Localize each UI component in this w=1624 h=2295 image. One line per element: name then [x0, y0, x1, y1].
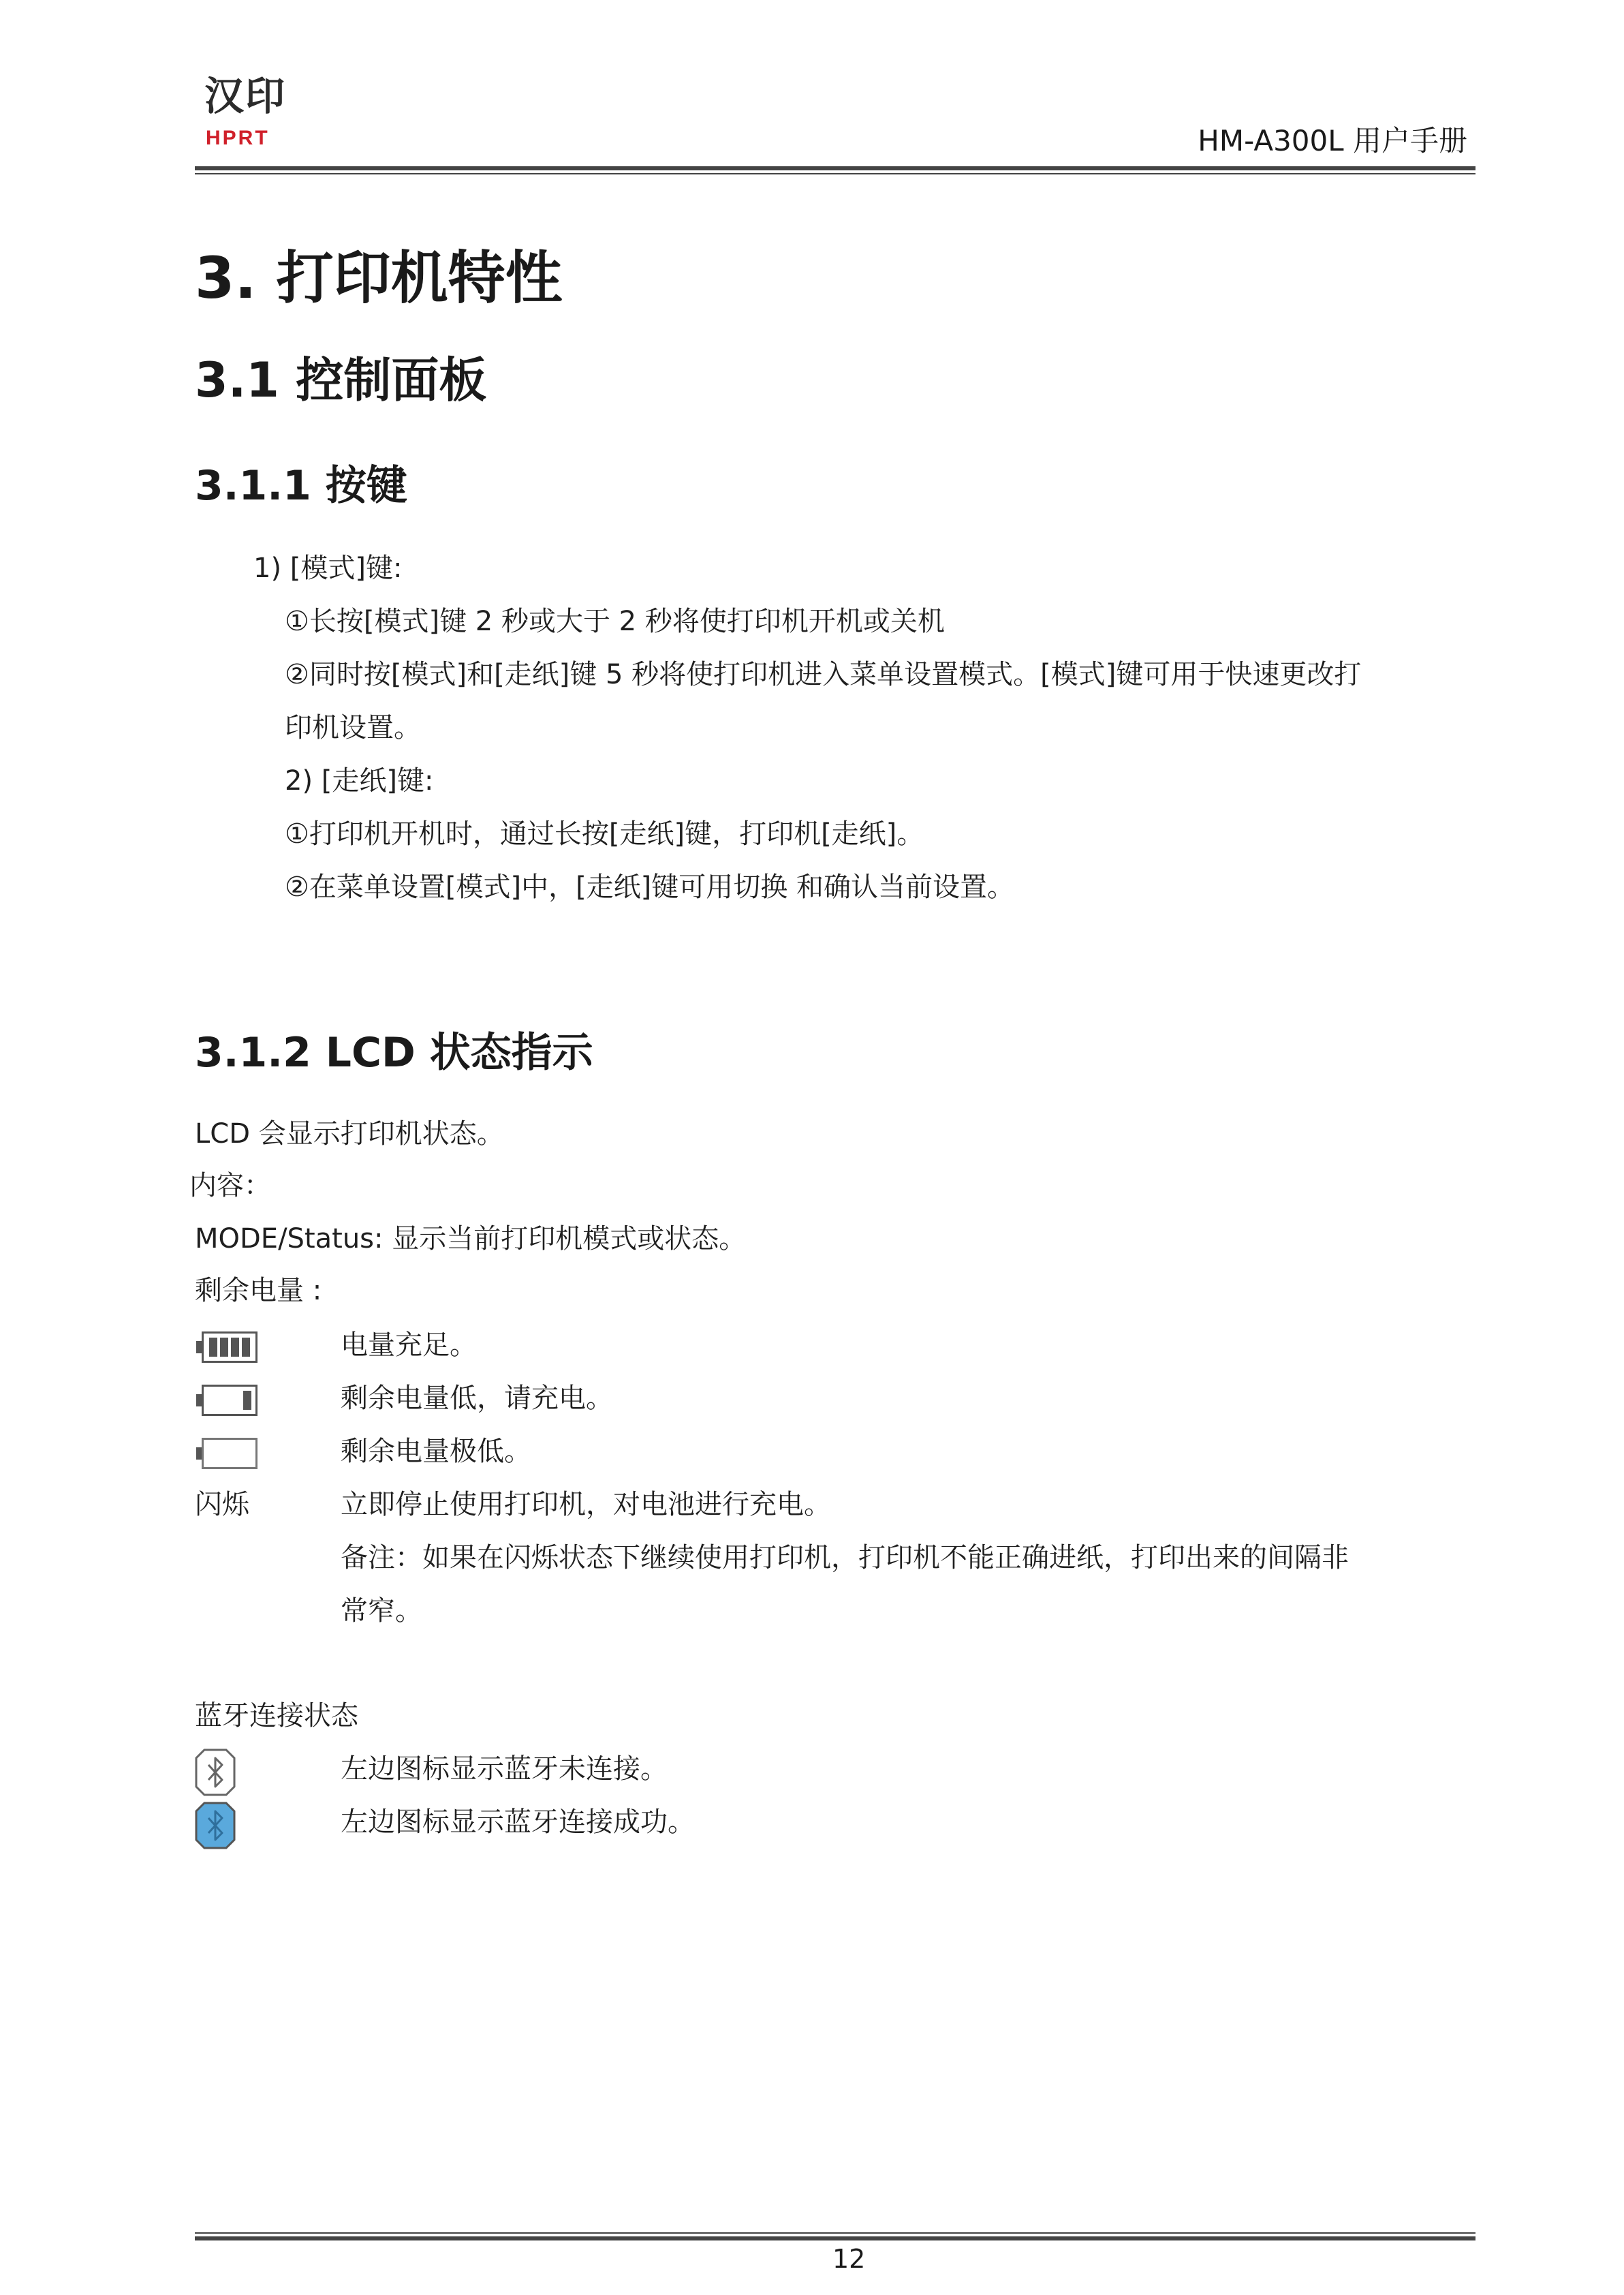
- chapter-heading: 3. 打印机特性: [195, 245, 563, 311]
- battery-full-text: 电量充足。: [341, 1329, 477, 1361]
- header-rule-thin: [195, 173, 1475, 174]
- bluetooth-disconnected-text: 左边图标显示蓝牙未连接。: [341, 1753, 668, 1785]
- mode-key-item-2: ②同时按[模式]和[走纸]键 5 秒将使打印机进入菜单设置模式。[模式]键可用于快速更改打: [285, 659, 1362, 690]
- footer-rule: [195, 2236, 1475, 2240]
- feed-key-item-1: ①打印机开机时，通过长按[走纸]键，打印机[走纸]。: [285, 818, 924, 850]
- feed-key-title: 2) [走纸]键:: [285, 765, 434, 797]
- footer-rule-thin: [195, 2232, 1475, 2234]
- mode-key-title: 1) [模式]键:: [253, 553, 403, 584]
- subsection-heading-keys: 3.1.1 按键: [195, 462, 407, 510]
- content-label: 内容：: [189, 1170, 271, 1201]
- battery-empty-icon: [196, 1434, 264, 1475]
- section-heading: 3.1 控制面板: [195, 352, 487, 408]
- battery-low-text: 剩余电量低，请充电。: [341, 1383, 613, 1414]
- page-number: 12: [832, 2244, 866, 2274]
- battery-low-icon: [196, 1381, 264, 1421]
- mode-key-item-1: ①长按[模式]键 2 秒或大于 2 秒将使打印机开机或关机: [285, 606, 945, 637]
- battery-very-low-text: 剩余电量极低。: [341, 1436, 531, 1467]
- blink-note-cont: 常窄。: [341, 1595, 422, 1627]
- blink-note: 备注：如果在闪烁状态下继续使用打印机，打印机不能正确进纸，打印出来的间隔非: [341, 1542, 1349, 1573]
- bluetooth-connected-icon: [195, 1802, 236, 1849]
- feed-key-item-2: ②在菜单设置[模式]中，[走纸]键可用切换 和确认当前设置。: [285, 872, 1014, 903]
- blink-label: 闪烁: [195, 1489, 249, 1520]
- bluetooth-connected-text: 左边图标显示蓝牙连接成功。: [341, 1806, 695, 1838]
- battery-full-icon: [196, 1327, 264, 1368]
- logo-chinese: 汉印: [204, 73, 287, 119]
- mode-key-item-2-cont: 印机设置。: [285, 712, 421, 743]
- bluetooth-disconnected-icon: [195, 1749, 236, 1796]
- bluetooth-status-label: 蓝牙连接状态: [195, 1700, 358, 1731]
- logo-english: HPRT: [206, 127, 270, 149]
- lcd-intro: LCD 会显示打印机状态。: [195, 1118, 504, 1150]
- blink-text: 立即停止使用打印机，对电池进行充电。: [341, 1489, 831, 1520]
- mode-status-desc: MODE/Status: 显示当前打印机模式或状态。: [195, 1223, 747, 1254]
- subsection-heading-lcd: 3.1.2 LCD 状态指示: [195, 1029, 593, 1077]
- document-title: HM-A300L 用户手册: [1198, 124, 1467, 157]
- battery-label: 剩余电量 :: [195, 1275, 322, 1306]
- header-rule: [195, 166, 1475, 170]
